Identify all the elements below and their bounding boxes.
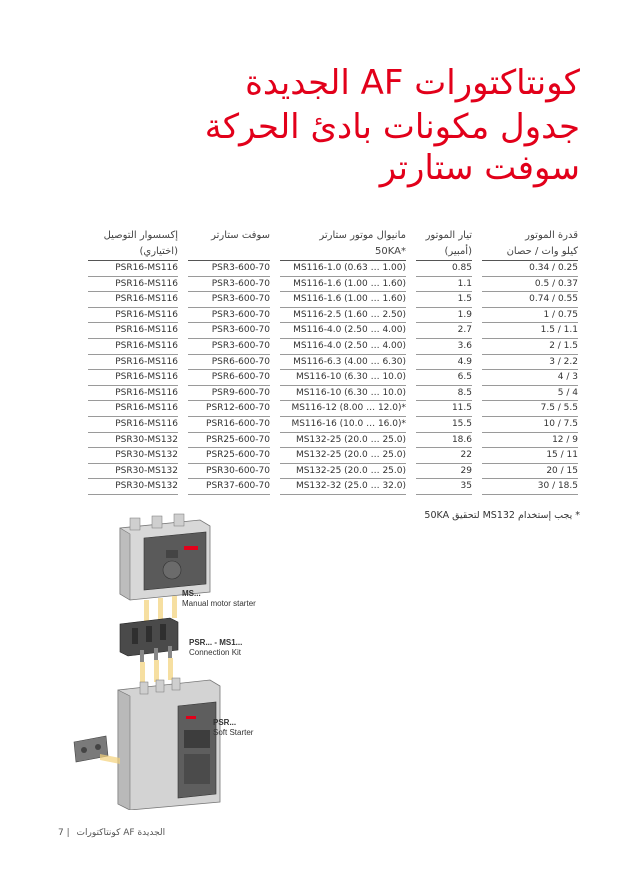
- cell-manual: MS116-1.6 (1.00 … 1.60): [293, 294, 406, 305]
- cell-manual: MS116-4.0 (2.50 … 4.00): [293, 341, 406, 351]
- cell-accessory: PSR16-MS116: [115, 403, 178, 414]
- cell-accessory: PSR16-MS116: [115, 372, 178, 383]
- row-divider: [482, 400, 578, 401]
- cell-current: 29: [460, 465, 472, 476]
- row-divider: [482, 369, 578, 370]
- row-divider: [416, 338, 472, 339]
- cell-current: 2.7: [457, 325, 472, 336]
- row-divider: [280, 291, 406, 292]
- cell-softstarter: PSR3-600-70: [211, 278, 270, 289]
- cell-accessory: PSR16-MS116: [115, 309, 178, 320]
- row-divider: [482, 416, 578, 417]
- cell-softstarter: PSR6-600-70: [211, 356, 270, 367]
- cell-current: 15.5: [451, 419, 472, 429]
- row-divider: [88, 400, 178, 401]
- row-divider: [188, 276, 270, 277]
- footer-text: كونتاكتورات AF الجديدة: [76, 828, 166, 838]
- cell-current: 3.6: [457, 341, 472, 351]
- cell-current: 4.9: [457, 356, 472, 367]
- row-divider: [280, 307, 406, 308]
- cell-accessory: PSR16-MS116: [115, 356, 178, 367]
- cell-current: 18.6: [451, 434, 472, 445]
- cell-current: 22: [460, 450, 472, 461]
- cell-softstarter: PSR6-600-70: [211, 372, 270, 383]
- cell-accessory: PSR16-MS116: [115, 294, 178, 305]
- header-divider: [188, 260, 270, 261]
- cell-accessory: PSR30-MS132: [115, 434, 178, 445]
- row-divider: [416, 463, 472, 464]
- header-power-1: قدرة الموتور: [525, 230, 578, 241]
- cell-power: 30 / 18.5: [537, 481, 578, 492]
- cell-accessory: PSR16-MS116: [115, 325, 178, 336]
- cell-power: 5 / 4: [557, 387, 578, 398]
- cell-power: 3 / 2.2: [549, 356, 578, 367]
- row-divider: [280, 463, 406, 464]
- header-divider: [416, 260, 472, 261]
- ms-label: [182, 589, 256, 609]
- cell-manual: MS132-32 (25.0 … 32.0): [295, 481, 406, 492]
- table-footnote: * يجب إستخدام MS132 لتحقيق 50KA: [424, 510, 580, 521]
- cell-manual: MS132-25 (20.0 … 25.0): [295, 434, 406, 445]
- row-divider: [482, 338, 578, 339]
- page-subtitle: جدول مكونات بادئ الحركة: [204, 107, 580, 147]
- row-divider: [280, 338, 406, 339]
- cell-manual: MS116-10 (6.30 … 10.0): [295, 372, 406, 383]
- cell-power: 4 / 3: [557, 372, 578, 383]
- row-divider: [88, 385, 178, 386]
- cell-power: 7.5 / 5.5: [540, 403, 578, 414]
- row-divider: [188, 416, 270, 417]
- cell-current: 11.5: [451, 403, 472, 414]
- row-divider: [482, 354, 578, 355]
- cell-softstarter: PSR37-600-70: [206, 481, 270, 492]
- cell-manual: MS116-2.5 (1.60 … 2.50): [293, 309, 406, 320]
- row-divider: [88, 478, 178, 479]
- header-current-1: تيار الموتور: [425, 230, 472, 241]
- cell-softstarter: PSR30-600-70: [206, 465, 270, 476]
- row-divider: [482, 478, 578, 479]
- row-divider: [482, 432, 578, 433]
- cell-current: 1.9: [457, 309, 472, 320]
- row-divider: [88, 276, 178, 277]
- cell-current: 35: [460, 481, 472, 492]
- psr-desc: Soft Starter: [213, 728, 254, 737]
- row-divider: [416, 432, 472, 433]
- row-divider: [280, 354, 406, 355]
- row-divider: [188, 494, 270, 495]
- row-divider: [416, 447, 472, 448]
- row-divider: [482, 494, 578, 495]
- psr-kit-label: [189, 638, 242, 658]
- mounting-bracket-image: [74, 736, 120, 764]
- row-divider: [188, 291, 270, 292]
- page-title: كونتاكتورات AF الجديدة: [245, 63, 580, 103]
- cell-current: 8.5: [457, 387, 472, 398]
- cell-softstarter: PSR9-600-70: [211, 387, 270, 398]
- cell-manual: MS116-6.3 (4.00 … 6.30): [293, 356, 406, 367]
- row-divider: [88, 432, 178, 433]
- cell-accessory: PSR16-MS116: [115, 419, 178, 429]
- row-divider: [482, 291, 578, 292]
- page-subtitle-2: سوفت ستارتر: [379, 148, 580, 188]
- row-divider: [416, 291, 472, 292]
- row-divider: [188, 322, 270, 323]
- cell-accessory: PSR16-MS116: [115, 341, 178, 351]
- cell-softstarter: PSR12-600-70: [206, 403, 270, 414]
- row-divider: [280, 494, 406, 495]
- row-divider: [188, 354, 270, 355]
- header-accessory-1: إكسسوار التوصيل: [103, 230, 178, 241]
- psr-code: PSR...: [213, 718, 237, 727]
- row-divider: [280, 416, 406, 417]
- row-divider: [88, 354, 178, 355]
- cell-manual: MS132-25 (20.0 … 25.0): [295, 465, 406, 476]
- cell-manual: MS116-1.0 (0.63 … 1.00): [293, 263, 406, 273]
- psr-kit-code: PSR... - MS1...: [189, 638, 243, 647]
- cell-softstarter: PSR3-600-70: [211, 341, 270, 351]
- row-divider: [188, 432, 270, 433]
- row-divider: [416, 369, 472, 370]
- cell-power: 1 / 0.75: [543, 309, 578, 320]
- row-divider: [416, 322, 472, 323]
- header-manual-2: *50KA: [375, 246, 406, 257]
- cell-manual: MS132-25 (20.0 … 25.0): [295, 450, 406, 461]
- cell-accessory: PSR16-MS116: [115, 263, 178, 273]
- cell-accessory: PSR30-MS132: [115, 481, 178, 492]
- psr-label: [213, 718, 253, 738]
- cell-softstarter: PSR25-600-70: [206, 434, 270, 445]
- cell-power: 1.5 / 1.1: [540, 325, 578, 336]
- soft-starter-image: [118, 678, 220, 810]
- cell-manual: MS116-12 (8.00 … 12.0)*: [291, 403, 406, 414]
- cell-accessory: PSR30-MS132: [115, 465, 178, 476]
- row-divider: [416, 416, 472, 417]
- cell-power: 15 / 11: [546, 450, 578, 461]
- row-divider: [188, 385, 270, 386]
- row-divider: [188, 447, 270, 448]
- cell-softstarter: PSR16-600-70: [206, 419, 270, 429]
- row-divider: [482, 447, 578, 448]
- row-divider: [88, 322, 178, 323]
- cell-softstarter: PSR3-600-70: [211, 294, 270, 305]
- row-divider: [188, 369, 270, 370]
- row-divider: [188, 400, 270, 401]
- row-divider: [88, 463, 178, 464]
- row-divider: [280, 400, 406, 401]
- cell-accessory: PSR16-MS116: [115, 387, 178, 398]
- cell-manual: MS116-10 (6.30 … 10.0): [295, 387, 406, 398]
- cell-power: 2 / 1.5: [549, 341, 578, 351]
- header-divider: [482, 260, 578, 261]
- row-divider: [188, 338, 270, 339]
- row-divider: [482, 307, 578, 308]
- starter-assembly-illustration: [60, 510, 280, 810]
- cell-power: 0.34 / 0.25: [529, 263, 578, 273]
- row-divider: [482, 385, 578, 386]
- row-divider: [88, 307, 178, 308]
- row-divider: [88, 494, 178, 495]
- row-divider: [188, 478, 270, 479]
- connection-kit-image: [120, 618, 178, 662]
- ms-desc: Manual motor starter: [182, 599, 256, 608]
- row-divider: [188, 463, 270, 464]
- row-divider: [280, 432, 406, 433]
- row-divider: [416, 385, 472, 386]
- cell-manual: MS116-16 (10.0 … 16.0)*: [291, 419, 406, 429]
- row-divider: [280, 369, 406, 370]
- row-divider: [280, 447, 406, 448]
- header-power-2: كيلو وات / حصان: [506, 246, 578, 257]
- ms-code: MS...: [182, 589, 201, 598]
- cell-current: 1.5: [457, 294, 472, 305]
- row-divider: [482, 463, 578, 464]
- row-divider: [188, 307, 270, 308]
- cell-power: 12 / 9: [552, 434, 578, 445]
- cell-current: 1.1: [457, 278, 472, 289]
- header-divider: [88, 260, 178, 261]
- row-divider: [416, 400, 472, 401]
- row-divider: [88, 338, 178, 339]
- cell-current: 0.85: [451, 263, 472, 273]
- cell-softstarter: PSR3-600-70: [211, 325, 270, 336]
- assembly-arrows-upper: [144, 596, 177, 622]
- page-number: 7 |: [58, 828, 70, 838]
- header-manual-1: مانيوال موتور ستارتر: [319, 230, 406, 241]
- row-divider: [416, 494, 472, 495]
- row-divider: [482, 322, 578, 323]
- cell-power: 20 / 15: [546, 465, 578, 476]
- manual-motor-starter-image: [120, 514, 210, 600]
- row-divider: [280, 478, 406, 479]
- row-divider: [88, 416, 178, 417]
- row-divider: [482, 276, 578, 277]
- row-divider: [416, 354, 472, 355]
- cell-power: 0.5 / 0.37: [534, 278, 578, 289]
- row-divider: [416, 276, 472, 277]
- cell-manual: MS116-1.6 (1.00 … 1.60): [293, 278, 406, 289]
- cell-accessory: PSR30-MS132: [115, 450, 178, 461]
- cell-current: 6.5: [457, 372, 472, 383]
- header-softstarter-1: سوفت ستارتر: [211, 230, 270, 241]
- cell-power: 10 / 7.5: [543, 419, 578, 429]
- cell-softstarter: PSR3-600-70: [211, 263, 270, 273]
- row-divider: [88, 291, 178, 292]
- header-current-2: (أمبير): [444, 246, 472, 257]
- psr-kit-desc: Connection Kit: [189, 648, 242, 657]
- cell-accessory: PSR16-MS116: [115, 278, 178, 289]
- row-divider: [280, 385, 406, 386]
- header-accessory-2: (اختياري): [139, 246, 178, 257]
- cell-power: 0.74 / 0.55: [529, 294, 578, 305]
- cell-softstarter: PSR25-600-70: [206, 450, 270, 461]
- row-divider: [88, 369, 178, 370]
- row-divider: [416, 307, 472, 308]
- cell-manual: MS116-4.0 (2.50 … 4.00): [293, 325, 406, 336]
- page-footer: [58, 828, 165, 838]
- row-divider: [416, 478, 472, 479]
- row-divider: [280, 322, 406, 323]
- cell-softstarter: PSR3-600-70: [211, 309, 270, 320]
- row-divider: [280, 276, 406, 277]
- row-divider: [88, 447, 178, 448]
- header-divider: [280, 260, 406, 261]
